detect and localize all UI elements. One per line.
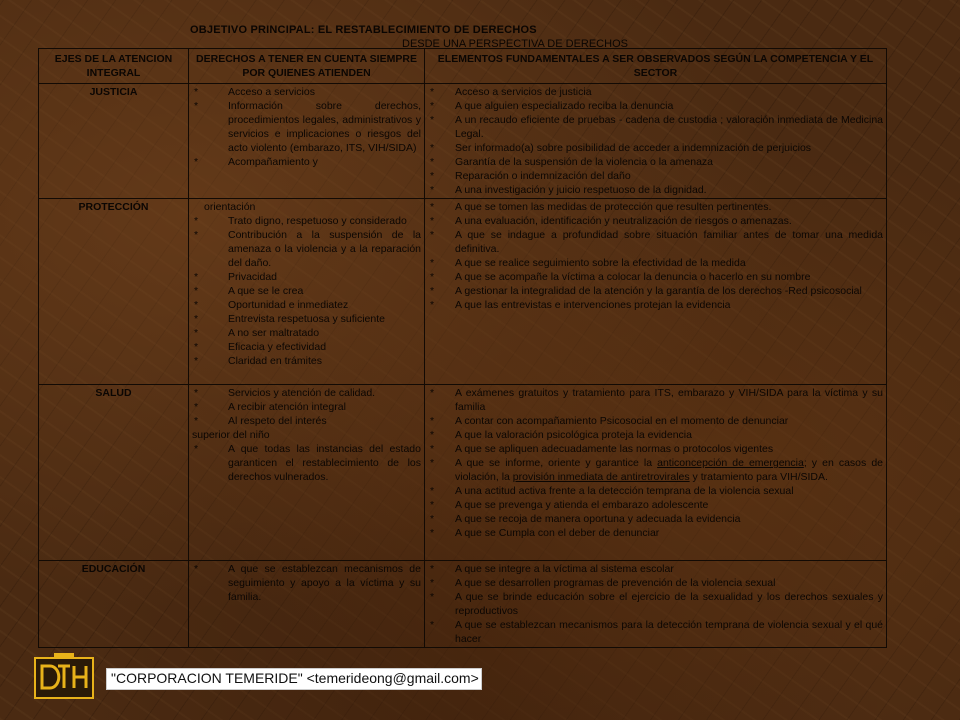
rich-text: ; y en casos de violación, la — [455, 457, 883, 483]
rights-cell — [189, 199, 425, 385]
list-item: * A una actitud activa frente a la detección temprana de la violencia sexual — [428, 484, 883, 498]
elements-cell — [425, 84, 887, 199]
footer-email-link[interactable]: "CORPORACION TEMERIDE" <temerideong@gmail.com> — [106, 668, 482, 690]
list-item: * Eficacia y efectividad — [192, 340, 421, 354]
underlined-term: provisión inmediata de antiretrovirales — [512, 471, 690, 483]
logo-graphic — [34, 652, 94, 702]
table-header-row — [39, 49, 887, 84]
list-item: * Servicios y atención de calidad. — [192, 386, 421, 400]
list-item: * A que se establezcan mecanismos de seguimiento y apoyo a la víctima y su familia. — [192, 562, 421, 604]
list-item: * Entrevista respetuosa y suficiente — [192, 312, 421, 326]
list-item: * Reparación o indemnización del daño — [428, 169, 883, 183]
list-item: * A no ser maltratado — [192, 326, 421, 340]
list-item: * A que se le crea — [192, 284, 421, 298]
rights-cell — [189, 84, 425, 199]
list-item: * Al respeto del interés — [192, 414, 421, 428]
list-item: * A que se desarrollen programas de prevención de la violencia sexual — [428, 576, 883, 590]
list-item: * A que las entrevistas e intervenciones protejan la evidencia — [428, 298, 883, 312]
elements-cell — [425, 199, 887, 385]
list-item: * A que se integre a la víctima al sistema escolar — [428, 562, 883, 576]
axis-label: PROTECCIÓN — [39, 199, 189, 385]
list-item: * Acceso a servicios de justicia — [428, 85, 883, 99]
list-item: * Claridad en trámites — [192, 354, 421, 368]
list-item: * A contar con acompañamiento Psicosocial en el momento de denunciar — [428, 414, 883, 428]
list-item: * A que se establezcan mecanismos para la detección temprana de violencia sexual y el qué hacer — [428, 618, 883, 646]
list-item: superior del niño — [192, 429, 270, 441]
rights-table — [38, 48, 887, 648]
list-item: * A que se acompañe la víctima a colocar la denuncia o hacerlo en su nombre — [428, 270, 883, 284]
list-item: * A que alguien especializado reciba la denuncia — [428, 99, 883, 113]
list-item: * Trato digno, respetuoso y considerado — [192, 214, 421, 228]
list-item: * Contribución a la suspensión de la amenaza o la violencia y a la reparación del daño. — [192, 228, 421, 270]
list-item: * A una investigación y juicio respetuoso de la dignidad. — [428, 183, 883, 197]
underlined-term: anticoncepción de emergencia — [657, 457, 804, 469]
table-row-salud — [39, 385, 887, 561]
page-subtitle: DESDE UNA PERSPECTIVA DE DERECHOS — [402, 38, 628, 50]
list-item: * A que la valoración psicológica proteja la evidencia — [428, 428, 883, 442]
list-item: * A un recaudo eficiente de pruebas - cadena de custodia ; valoración inmediata de Medicina Legal. — [428, 113, 883, 141]
axis-label: JUSTICIA — [39, 84, 189, 199]
list-item: * A una evaluación, identificación y neutralización de riesgos o amenazas. — [428, 214, 883, 228]
list-item: * A que se apliquen adecuadamente las normas o protocolos vigentes — [428, 442, 883, 456]
rights-cell — [189, 561, 425, 648]
list-item: * Información sobre derechos, procedimientos legales, administrativos y servicios e implicaciones o riesgos del acto violento (embarazo, ITS, VIH/SIDA) — [192, 99, 421, 155]
list-item: * Garantía de la suspensión de la violencia o la amenaza — [428, 155, 883, 169]
column-header-axis: EJES DE LA ATENCION INTEGRAL — [39, 49, 189, 84]
list-item — [428, 456, 883, 484]
rich-text: A que se informe, oriente y garantice la — [455, 457, 658, 469]
list-item: * A que se Cumpla con el deber de denunciar — [428, 526, 883, 540]
list-item: * Privacidad — [192, 270, 421, 284]
rights-cell — [189, 385, 425, 561]
list-item: * A gestionar la integralidad de la atención y la garantía de los derechos -Red psicosocial — [428, 284, 883, 298]
page-title: OBJETIVO PRINCIPAL: EL RESTABLECIMIENTO DE DERECHOS — [190, 24, 537, 36]
table-row-justicia — [39, 84, 887, 199]
list-item: * A que se recoja de manera oportuna y adecuada la evidencia — [428, 512, 883, 526]
column-header-rights: DERECHOS A TENER EN CUENTA SIEMPRE POR QUIENES ATIENDEN — [189, 49, 425, 84]
dth-logo — [34, 652, 94, 702]
axis-label: EDUCACIÓN — [39, 561, 189, 648]
column-header-elements: ELEMENTOS FUNDAMENTALES A SER OBSERVADOS SEGÚN LA COMPETENCIA Y EL SECTOR — [425, 49, 887, 84]
elements-cell — [425, 561, 887, 648]
list-item: orientación — [204, 201, 256, 213]
rich-text: y tratamiento para VIH/SIDA. — [689, 471, 828, 483]
table-row-educacion — [39, 561, 887, 648]
list-item: * A que se realice seguimiento sobre la efectividad de la medida — [428, 256, 883, 270]
list-item: * Oportunidad e inmediatez — [192, 298, 421, 312]
list-item: * A que todas las instancias del estado garanticen el restablecimiento de los derechos vulnerados. — [192, 442, 421, 484]
list-item: * A exámenes gratuitos y tratamiento para ITS, embarazo y VIH/SIDA para la víctima y su familia — [428, 386, 883, 414]
list-item: * A que se brinde educación sobre el ejercicio de la sexualidad y los derechos sexuales y reproductivos — [428, 590, 883, 618]
list-item: * Ser informado(a) sobre posibilidad de acceder a indemnización de perjuicios — [428, 141, 883, 155]
list-item: * Acceso a servicios — [192, 85, 421, 99]
axis-label: SALUD — [39, 385, 189, 561]
table-row-proteccion — [39, 199, 887, 385]
list-item: * Acompañamiento y — [192, 155, 421, 169]
list-item: * A recibir atención integral — [192, 400, 421, 414]
list-item: * A que se prevenga y atienda el embarazo adolescente — [428, 498, 883, 512]
elements-cell — [425, 385, 887, 561]
list-item: * A que se indague a profundidad sobre situación familiar antes de tomar una medida definitiva. — [428, 228, 883, 256]
list-item: * A que se tomen las medidas de protección que resulten pertinentes. — [428, 200, 883, 214]
